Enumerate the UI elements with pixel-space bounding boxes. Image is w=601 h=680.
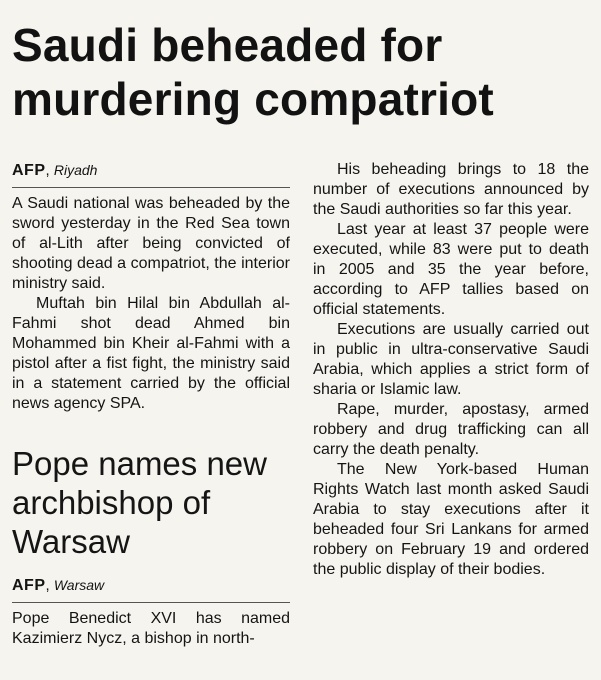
- story1-paragraph-3: His beheading brings to 18 the number of executions announced by the Saudi authorities so far this year.: [313, 161, 589, 218]
- story1-paragraph-5: Executions are usually carried out in public in ultra-conservative Saudi Arabia, which applies a strict form of sharia or Islamic law.: [313, 321, 589, 398]
- left-column: [12, 160, 290, 649]
- story1-paragraph-4: Last year at least 37 people were executed, while 83 were put to death in 2005 and 35 the year before, according to AFP tallies based on official statements.: [313, 221, 589, 318]
- dateline-location: Warsaw: [53, 577, 105, 593]
- dateline-location: Riyadh: [53, 162, 98, 178]
- agency-label: AFP: [12, 162, 46, 179]
- story1-paragraph-1: A Saudi national was beheaded by the sword yesterday in the Red Sea town of al-Lith after being convicted of shooting dead a compatriot, the interior ministry said.: [12, 195, 290, 292]
- dateline-warsaw: AFP, Warsaw: [12, 575, 290, 603]
- story2-paragraph-1: Pope Benedict XVI has named Kazimierz Nycz, a bishop in north-: [12, 610, 290, 647]
- headline-saudi-beheaded: Saudi beheaded for murdering compatriot: [12, 19, 494, 125]
- agency-label: AFP: [12, 577, 46, 594]
- story1-paragraph-7: The New York-based Human Rights Watch last month asked Saudi Arabia to stay executions after it beheaded four Sri Lankans for armed robbery on February 19 and ordered the public display of their bodies.: [313, 461, 589, 578]
- headline-pope-names-archbishop: Pope names new archbishop of Warsaw: [12, 445, 267, 560]
- right-column: [313, 160, 589, 580]
- story1-paragraph-6: Rape, murder, apostasy, armed robbery and drug trafficking can all carry the death penalty.: [313, 401, 589, 458]
- dateline-riyadh: AFP, Riyadh: [12, 160, 290, 188]
- story1-paragraph-2: Muftah bin Hilal bin Abdullah al-Fahmi shot dead Ahmed bin Mohammed bin Kheir al-Fahmi with a pistol after a fist fight, the ministry said in a statement carried by the official news agency SPA.: [12, 295, 290, 412]
